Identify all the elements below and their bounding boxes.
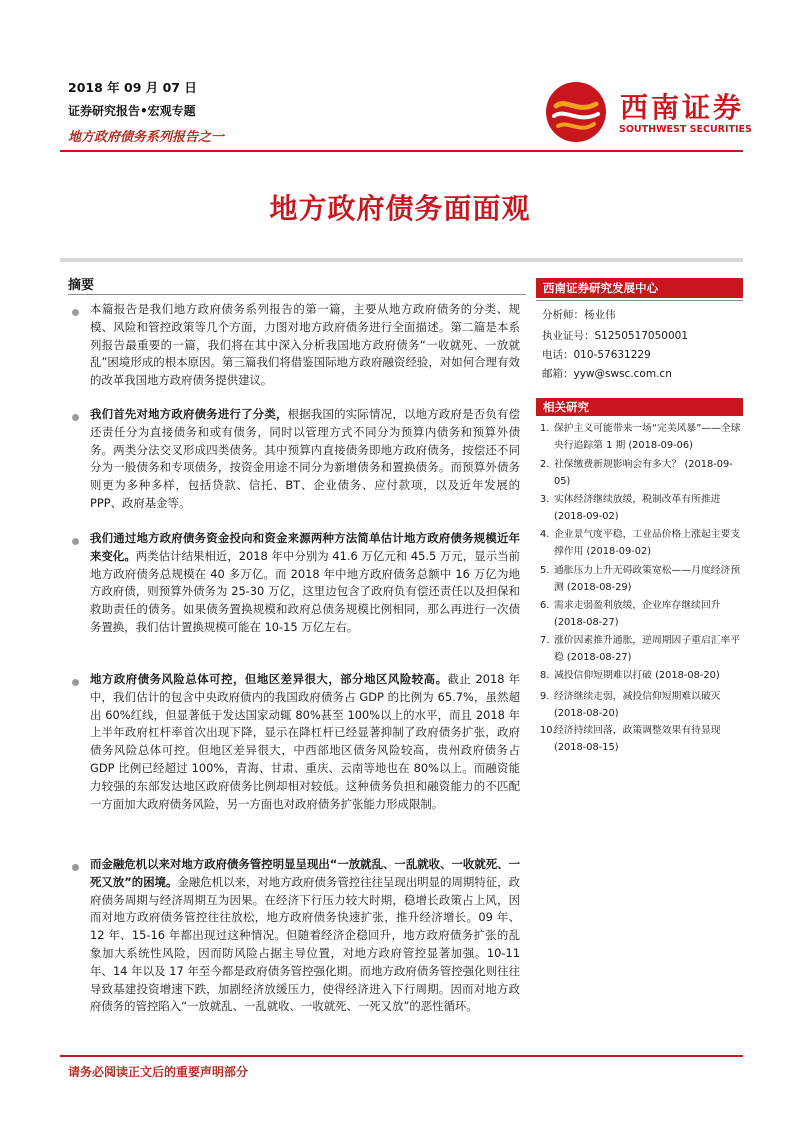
- logo-name-en: SOUTHWEST SECURITIES: [619, 124, 752, 135]
- abstract-paragraph-1: [90, 301, 520, 390]
- paragraph-text: 金融危机以来，对地方政府债务管控往往呈现出明显的周期特征，政府债务周期与经济周期互为因果。在经济下行压力较大时期，稳增长政策占上风，因而对地方政府债务管控往往放松，地方政府债务快速扩张，推升经济增长。09 年、12 年、15-16 年都出现过这种情况。但随着经济企稳回升，地方政府债务扩张的乱象加大系统性风险，因而防风险占据主导位置，对地方政府管控显著加强。10-11 年、14 年以及 17 年至今都是政府债务管控强化期。而地方政府债务管控强化则往往导致基建投资增速下跌，加剧经济放缓压力，使得经济进入下行周期。因而对地方政府债务的管控陷入“一放就乱、一乱就收、一收就死、一死又放”的恶性循环。: [90, 874, 520, 1014]
- abstract-heading: 摘要: [68, 278, 95, 293]
- bullet-icon: [72, 309, 79, 316]
- related-item-text: 涨价因素推升通胀，逆周期因子重启汇率平稳 (2018-08-27): [554, 635, 741, 663]
- related-item[interactable]: [540, 420, 743, 454]
- title-divider: [60, 258, 743, 262]
- related-item-number: 7.: [540, 635, 550, 646]
- report-date: 2018 年 09 月 07 日: [68, 80, 197, 95]
- related-item[interactable]: [540, 491, 743, 525]
- company-logo: [544, 80, 752, 144]
- paragraph-text: 根据我国的实际情况，以地方政府是否负有偿还责任分为直接债务和或有债务，同时以管理方式不同分为预算内债务和预算外债务。两类分法交叉形成四类债务。其中预算内直接债务即地方政府债务，按偿还不同分为一般债务和专项债务，按资金用途不同分为新增债务和置换债务。而预算外债务则更为多种多样，包括贷款、信托、BT、企业债务、应付款项，以及近年发展的PPP、政府基金等。: [90, 407, 520, 510]
- logo-name-cn: 西南证券: [620, 91, 745, 124]
- related-item-text: 社保缴费新规影响会有多大？ (2018-09-05): [554, 459, 733, 487]
- related-item-number: 3.: [540, 494, 550, 505]
- related-item-text: 减投信仰短期难以打破 (2018-08-20): [554, 670, 720, 681]
- related-item-text: 通胀压力上升无碍政策宽松——月度经济预测 (2018-08-29): [554, 565, 741, 593]
- abstract-paragraph-3: [90, 530, 520, 637]
- related-item[interactable]: [540, 722, 743, 756]
- related-item[interactable]: [540, 456, 743, 490]
- report-series: 地方政府债务系列报告之一: [68, 130, 225, 145]
- related-item[interactable]: [540, 597, 743, 631]
- bullet-icon: [72, 679, 79, 686]
- abstract-paragraph-4: [90, 671, 520, 813]
- related-item[interactable]: [540, 688, 743, 722]
- related-item-number: 10.: [540, 725, 556, 736]
- bullet-icon: [72, 538, 79, 545]
- related-item-text: 需求走弱盈利放缓，企业库存继续回升 (2018-08-27): [554, 600, 721, 628]
- bullet-icon: [72, 864, 79, 871]
- analyst-email[interactable]: 邮箱：yyw@swsc.com.cn: [542, 368, 672, 380]
- page-title: 地方政府债务面面观: [269, 192, 531, 225]
- paragraph-lead: 我们通过地方政府债务资金投向和资金来源两种方法简单估计地方政府债务规模近年来变化。: [90, 531, 520, 563]
- related-item-number: 9.: [540, 691, 550, 702]
- analyst-name: 分析师：杨业伟: [542, 309, 616, 321]
- paragraph-lead: 我们首先对地方政府债务进行了分类，: [90, 407, 288, 421]
- related-item-number: 5.: [540, 565, 550, 576]
- paragraph-text: 截止 2018 年中，我们估计的包含中央政府债内的我国政府债务占 GDP 的比例为 65.7%，虽然超出 60%红线，但显著低于发达国家动辄 80%甚至 100%以上的水平，而且 2018 年上半年政府杠杆率首次出现下降，显示在降杠杆已经显著抑制了政府债务扩张，政府债务风险总体可控。但地区差异很大，中西部地区债务风险较高，贵州政府债务占 GDP 比例已经超过 100%，青海、甘肃、重庆、云南等地也在 80%以上。而融资能力较强的东部发达地区政府债务比例却相对较低。这种债务负担和融资能力的不匹配一方面加大政府债务风险，另一方面也对政府债务扩张能力形成限制。: [90, 672, 520, 811]
- related-item[interactable]: [540, 562, 743, 596]
- related-item-number: 8.: [540, 670, 550, 681]
- related-item[interactable]: [540, 526, 743, 560]
- related-item-text: 实体经济继续放缓，税制改革有所推进 (2018-09-02): [554, 494, 721, 522]
- disclaimer-notice: 请务必阅读正文后的重要声明部分: [68, 1065, 249, 1079]
- related-item-text: 经济继续走弱，减投信仰短期难以破灭 (2018-08-20): [554, 691, 721, 719]
- related-item[interactable]: [540, 632, 743, 666]
- analyst-license: 执业证号：S1250517050001: [542, 330, 689, 342]
- sidebar-divider: [536, 300, 743, 301]
- footer-divider: [60, 1055, 743, 1057]
- related-item-number: 1.: [540, 423, 550, 434]
- related-item-text: 经济持续回落，政策调整效果有待显现 (2018-08-15): [554, 725, 721, 753]
- related-item-text: 企业景气度平稳，工业品价格上涨起主要支撑作用 (2018-09-02): [554, 529, 741, 557]
- related-research-header: 相关研究: [536, 398, 743, 416]
- analyst-phone: 电话：010-57631229: [542, 349, 651, 361]
- abstract-divider: [68, 294, 526, 295]
- paragraph-lead: 而金融危机以来对地方政府债务管控明显呈现出“一放就乱、一乱就收、一收就死、一死又放”的困境。: [90, 857, 520, 889]
- header-divider: [60, 150, 743, 152]
- related-item[interactable]: [540, 667, 743, 684]
- abstract-paragraph-5: [90, 856, 520, 1016]
- paragraph-text: 两类估计结果相近，2018 年中分别为 41.6 万亿元和 45.5 万元，显示当前地方政府债务总规模在 40 多万亿。而 2018 年中地方政府债务总额中 16 万亿为地方政府债，则预算外债务为 25-30 万亿，这里边包含了政府负有偿还责任以及担保和救助责任的债务。如果债务置换规模和政府总债务规模比例相同，那么再进行一次债务置换，我们估计置换规模可能在 10-15 万亿左右。: [90, 548, 520, 634]
- related-item-number: 6.: [540, 600, 550, 611]
- related-item-number: 2.: [540, 459, 550, 470]
- report-type: 证券研究报告•宏观专题: [68, 104, 196, 118]
- paragraph-text: 本篇报告是我们地方政府债务系列报告的第一篇，主要从地方政府债务的分类、规模、风险和管控政策等几个方面，力图对地方政府债务进行全面描述。第二篇是本系列报告最重要的一篇，我们将在其中深入分析我国地方政府债务“一收就死、一放就乱”困境形成的根本原因。第三篇我们将借鉴国际地方政府融资经验，对如何合理有效的改革我国地方政府债务提供建议。: [90, 302, 520, 388]
- logo-mark-icon: [544, 80, 608, 144]
- abstract-paragraph-2: [90, 406, 520, 513]
- paragraph-lead: 地方政府债务风险总体可控，但地区差异很大，部分地区风险较高。: [90, 672, 448, 686]
- related-item-number: 4.: [540, 529, 550, 540]
- research-center-header: 西南证券研究发展中心: [536, 278, 743, 298]
- bullet-icon: [72, 414, 79, 421]
- related-item-text: 保护主义可能带来一场“完美风暴”——全球央行追踪第 1 期 (2018-09-06): [554, 423, 741, 451]
